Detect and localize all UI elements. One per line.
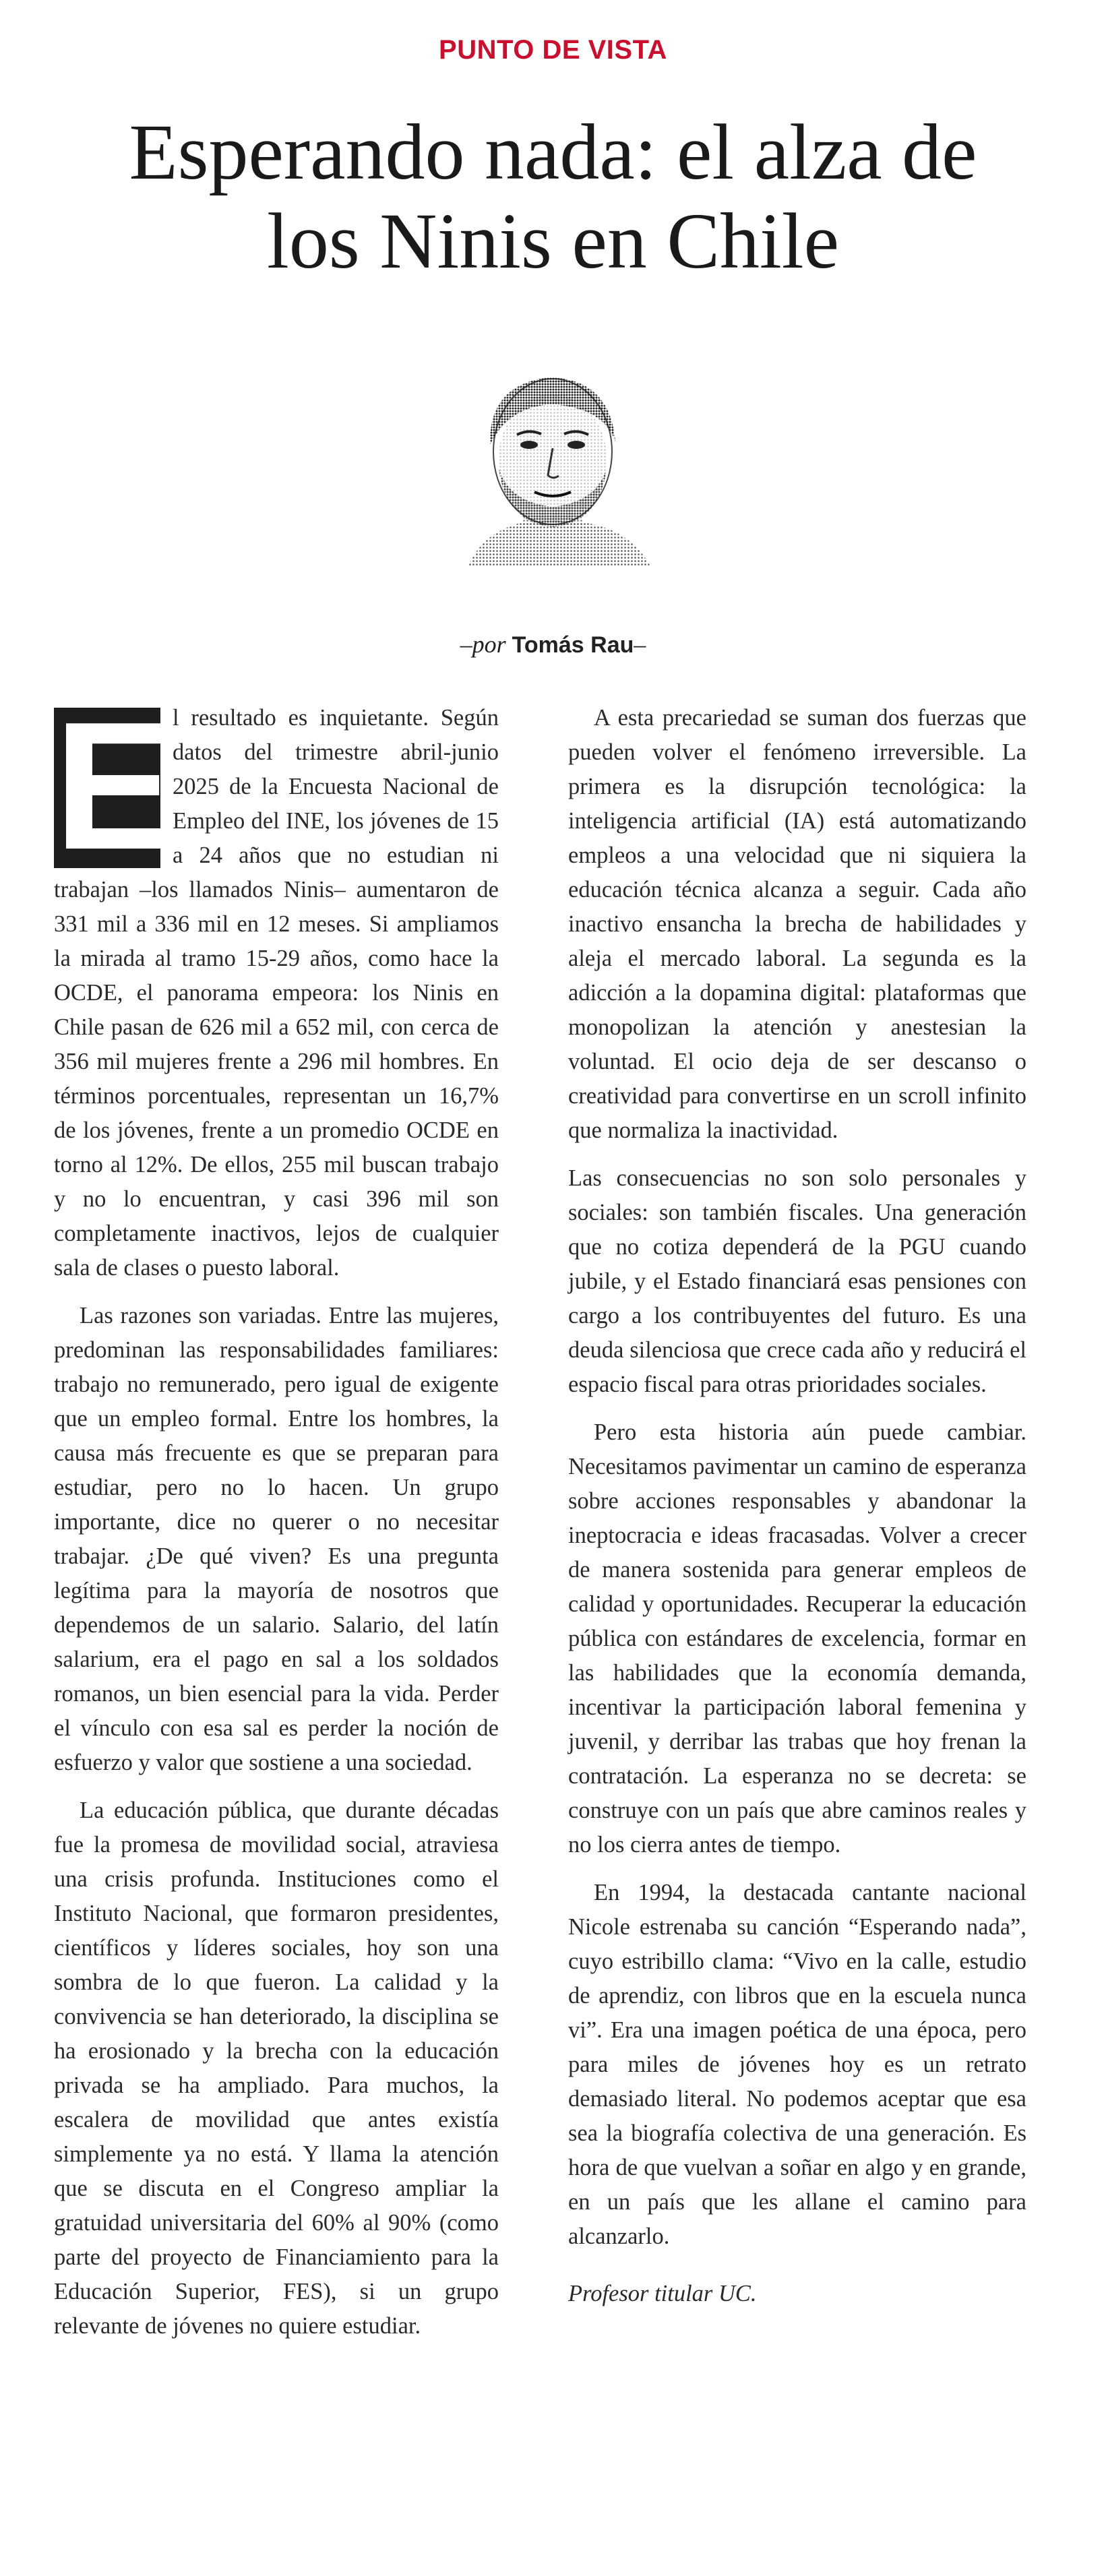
section-kicker: PUNTO DE VISTA <box>439 35 667 65</box>
author-portrait <box>441 350 664 566</box>
paragraph-text: l resultado es inquietante. Según datos del trimestre abril-junio 2025 de la Encuesta Nacional de Empleo del INE, los jóvenes de 15 a 24 años que no estudian ni trabajan –los llamados Ninis– aumentaron de 331 mil a 336 mil en 12 meses. Si ampliamos la mirada al tramo 15-29 años, como hace la OCDE, el panorama empeora: los Ninis en Chile pasan de 626 mil a 652 mil, con cerca de 356 mil mujeres frente a 296 mil hombres. En términos porcentuales, representan un 16,7% de los jóvenes, frente a un promedio OCDE en torno al 12%. De ellos, 255 mil buscan trabajo y no lo encuentran, y casi 396 mil son completamente inactivos, lejos de cualquier sala de clases o puesto laboral. <box>54 705 499 1281</box>
headline-line-2: los Ninis en Chile <box>267 197 839 285</box>
paragraph: En 1994, la destacada cantante nacional Nicole estrenaba su canción “Esperando nada”, cuyo estribillo clama: “Vivo en la calle, estudio de aprendiz, con libros que en la escuela nunca vi”. Era una imagen poética de una época, pero para miles de jóvenes hoy es un retrato demasiado literal. No podemos aceptar que esa sea la biografía colectiva de una generación. Es hora de que vuelvan a soñar en algo y en grande, en un país que les allane el camino para alcanzarlo. <box>568 1880 1026 2249</box>
right-column <box>568 701 1026 2325</box>
author-signature: Profesor titular UC. <box>568 2281 757 2306</box>
author-name: Tomás Rau <box>512 632 634 658</box>
paragraph: A esta precariedad se suman dos fuerzas que pueden volver el fenómeno irreversible. La primera es la disrupción tecnológica: la inteligencia artificial (IA) está automatizando empleos a una velocidad que ni siquiera la educación técnica alcanza a seguir. Cada año inactivo ensancha la brecha de habilidades y aleja el mercado laboral. La segunda es la adicción a la dopamina digital: plataformas que monopolizan la atención y anestesian la voluntad. El ocio deja de ser descanso o creatividad para convertirse en un scroll infinito que normaliza la inactividad. <box>568 705 1026 1143</box>
paragraph: Las consecuencias no son solo personales y sociales: son también fiscales. Una generación que no cotiza dependerá de la PGU cuando jubile, y el Estado financiará esas pensiones con cargo a los contribuyentes del futuro. Es una deuda silenciosa que crece cada año y reducirá el espacio fiscal para otras prioridades sociales. <box>568 1165 1026 1397</box>
drop-cap-letter: E <box>54 685 176 888</box>
author-byline <box>0 630 1106 658</box>
paragraph <box>54 685 499 1285</box>
paragraph: Las razones son variadas. Entre las mujeres, predominan las responsabilidades familiares: trabajo no remunerado, pero igual de exigente que un empleo formal. Entre los hombres, la causa más frecuente es que se preparan para estudiar, pero no lo hacen. Un grupo importante, dice no querer o no necesitar trabajar. ¿De qué viven? Es una pregunta legítima para la mayoría de nosotros que dependemos de un salario. Salario, del latín salarium, era el pago en sal a los soldados romanos, un bien esencial para la vida. Perder el vínculo con esa sal es perder la noción de esfuerzo y valor que sostiene a una sociedad. <box>54 1303 499 1775</box>
article-headline <box>27 108 1079 286</box>
headline-line-1: Esperando nada: el alza de <box>129 108 977 196</box>
left-column <box>54 685 499 2357</box>
paragraph: Pero esta historia aún puede cambiar. Necesitamos pavimentar un camino de esperanza sobre acciones responsables y abandonar la ineptocracia e ideas fracasadas. Volver a crecer de manera sostenida para generar empleos de calidad y oportunidades. Recuperar la educación pública con estándares de excelencia, formar en las habilidades que la economía demanda, incentivar la participación laboral femenina y juvenil, y derribar las trabas que hoy frenan la contratación. La esperanza no se decreta: se construye con un país que abre caminos reales y no los cierra antes de tiempo. <box>568 1419 1026 1858</box>
paragraph: La educación pública, que durante décadas fue la promesa de movilidad social, atraviesa una crisis profunda. Instituciones como el Instituto Nacional, que formaron presidentes, científicos y líderes sociales, hoy son una sombra de lo que fueron. La calidad y la convivencia se han deteriorado, la disciplina se ha erosionado y la brecha con la educación privada se ha ampliado. Para muchos, la escalera de movilidad que antes existía simplemente ya no está. Y llama la atención que se discuta en el Congreso ampliar la gratuidad universitaria del 60% al 90% (como parte del proyecto de Financiamiento para la Educación Superior, FES), si un grupo relevante de jóvenes no quiere estudiar. <box>54 1798 499 2339</box>
byline-prefix: –por <box>460 631 512 658</box>
byline-suffix: – <box>634 631 646 658</box>
drop-cap <box>54 685 176 888</box>
